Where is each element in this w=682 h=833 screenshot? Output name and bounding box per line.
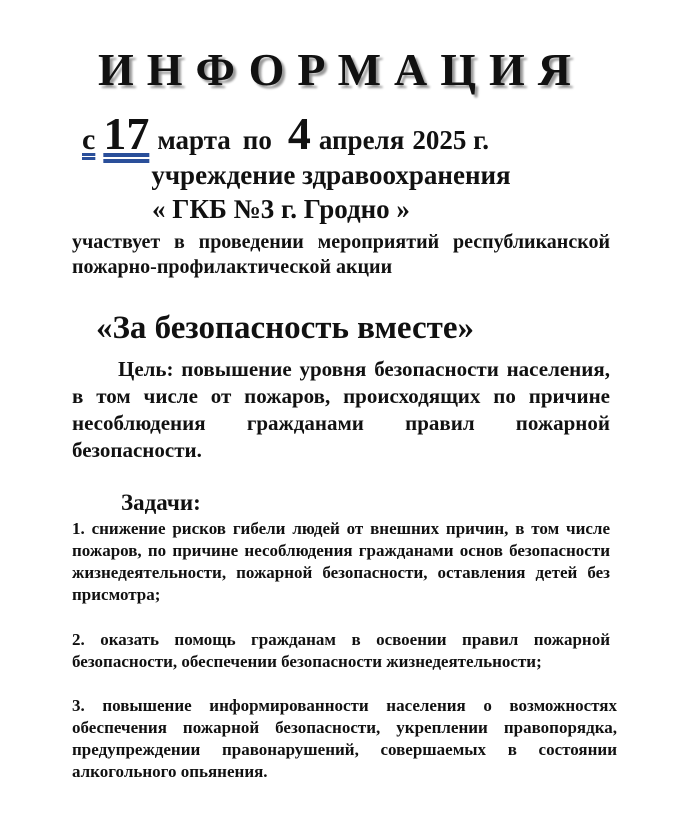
tasks-heading: Задачи: <box>121 490 201 515</box>
task-item-3: 3. повышение информированности населения о возможностях обеспечения пожарной безопасности, укреплении правопорядка, предупреждении правонарушений, совершаемых в состоянии алкогольного опьянения. <box>72 696 617 781</box>
period-from-day: 17 <box>103 108 150 159</box>
goal-text: Цель: повышение уровня безопасности населения, в том числе от пожаров, происходящих по причине несоблюдения гражданами правил пожарной безопасности. <box>72 357 610 462</box>
period-year: 2025 г. <box>412 125 490 155</box>
organization-name: « ГКБ №3 г. Гродно » <box>152 194 410 224</box>
task-item-2: 2. оказать помощь гражданам в освоении правил пожарной безопасности, обеспечении безопасности жизнедеятельности; <box>72 630 610 671</box>
organization-type: учреждение здравоохранения <box>151 160 511 190</box>
participation-text: участвует в проведении мероприятий республиканской пожарно-профилактической акции <box>72 231 610 278</box>
period-from-month: марта <box>157 125 231 155</box>
task-item-1: 1. снижение рисков гибели людей от внешних причин, в том числе пожаров, по причине несоблюдения гражданами основ безопасности жизнедеятельности, пожарной безопасности, оставления детей без присмотра; <box>72 519 610 604</box>
period-from-prefix: с <box>82 123 96 156</box>
action-name: «За безопасность вместе» <box>96 310 474 346</box>
period-to-month: апреля <box>318 125 405 155</box>
period-to-day: 4 <box>287 108 311 159</box>
page-title: ИНФОРМАЦИЯ <box>97 44 585 95</box>
period-to-prefix: по <box>242 125 272 155</box>
